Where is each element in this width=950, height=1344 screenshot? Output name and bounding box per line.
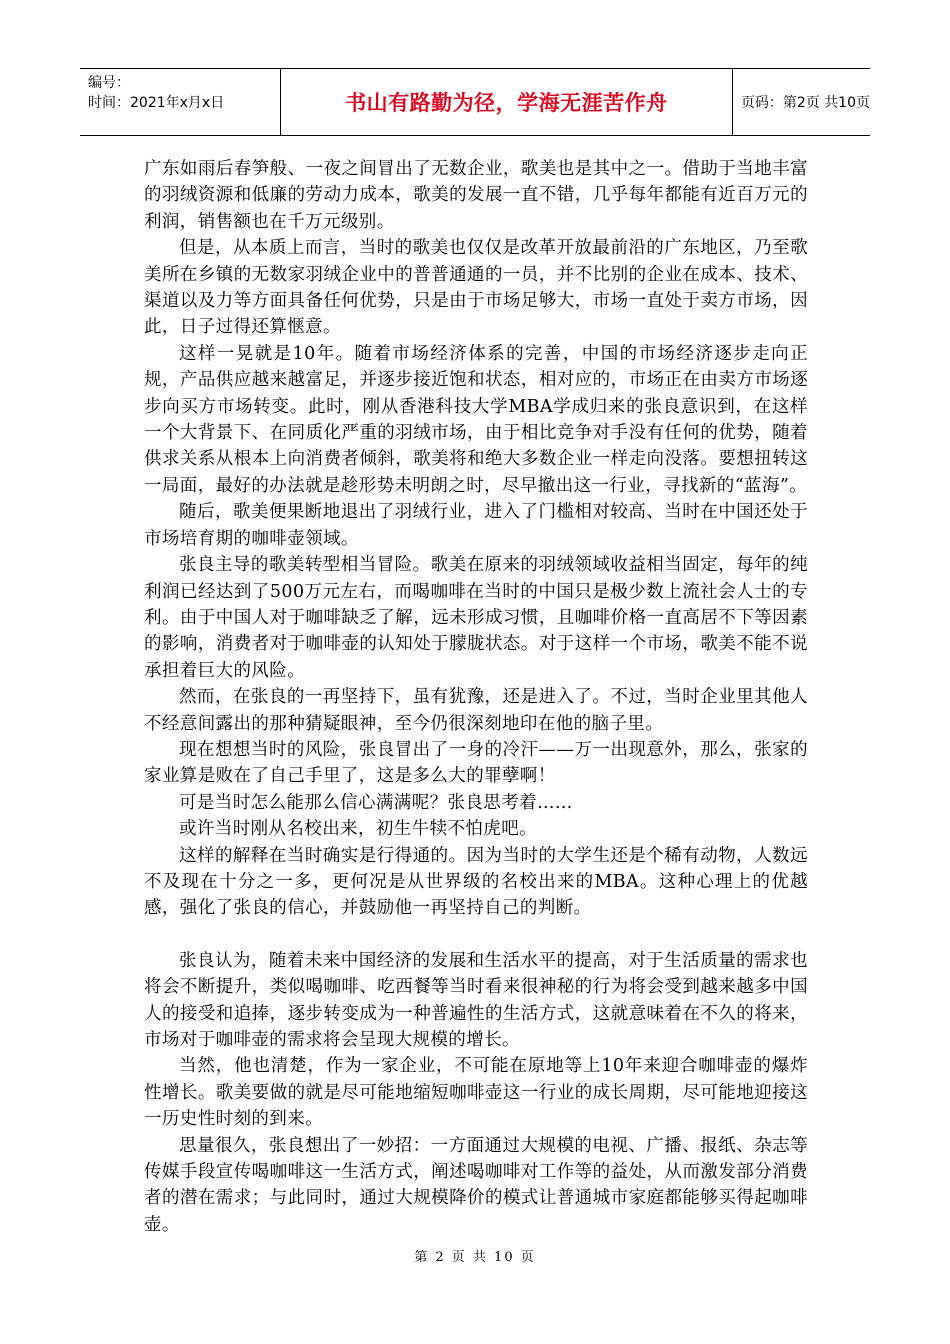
paragraph: 然而，在张良的一再坚持下，虽有犹豫，还是进入了。不过，当时企业里其他人不经意间露出的那种猜疑眼神，至今仍很深刻地印在他的脑子里。: [144, 687, 808, 734]
header-meta: [80, 69, 281, 135]
paragraph: 这样一晃就是10年。随着市场经济体系的完善，中国的市场经济逐步走向正规，产品供应越来越富足，并逐步接近饱和状态，相对应的，市场正在由卖方市场逐步向买方市场转变。此时，刚从香港科技大学MBA学成归来的张良意识到，在这样一个大背景下、在同质化严重的羽绒市场，由于相比竞争对手没有任何的优势，随着供求关系从根本上向消费者倾斜，歌美将和绝大多数企业一样走向没落。要想扭转这一局面，最好的办法就是趁形势未明朗之时，尽早撤出这一行业，寻找新的“蓝海”。: [144, 343, 808, 496]
paragraph: 张良主导的歌美转型相当冒险。歌美在原来的羽绒领域收益相当固定，每年的纯利润已经达到了500万元左右，而喝咖啡在当时的中国只是极少数上流社会人士的专利。由于中国人对于咖啡缺乏了解，远未形成习惯，且咖啡价格一直高居不下等因素的影响，消费者对于咖啡壶的认知处于朦胧状态。对于这样一个市场，歌美不能不说承担着巨大的风险。: [144, 555, 808, 681]
document-number-label: 编号：: [88, 75, 130, 91]
header-motto: 书山有路勤为径，学海无涯苦作舟: [281, 69, 733, 135]
paragraph: 但是，从本质上而言，当时的歌美也仅仅是改革开放最前沿的广东地区，乃至歌美所在乡镇的无数家羽绒企业中的普普通通的一员，并不比别的企业在成本、技术、渠道以及力等方面具备任何优势，只是由于市场足够大，市场一直处于卖方市场，因此，日子过得还算惬意。: [144, 238, 808, 338]
paragraph: 或许当时刚从名校出来，初生牛犊不怕虎吧。: [179, 819, 537, 840]
paragraph: 思量很久，张良想出了一妙招：一方面通过大规模的电视、广播、报纸、杂志等传媒手段宣传喝咖啡这一生活方式，阐述喝咖啡对工作等的益处，从而激发部分消费者的潜在需求；与此同时，通过大规模降价的模式让普通城市家庭都能够买得起咖啡壶。: [144, 1135, 808, 1235]
page-header: [80, 68, 870, 136]
paragraph: 这样的解释在当时确实是行得通的。因为当时的大学生还是个稀有动物，人数远不及现在十分之一多，更何况是从世界级的名校出来的MBA。这种心理上的优越感，强化了张良的信心，并鼓励他一再坚持自己的判断。: [144, 845, 808, 919]
paragraph: 广东如雨后春笋般、一夜之间冒出了无数企业，歌美也是其中之一。借助于当地丰富的羽绒资源和低廉的劳动力成本，歌美的发展一直不错，几乎每年都能有近百万元的利润，销售额也在千万元级别。: [144, 159, 808, 232]
paragraph: 随后，歌美便果断地退出了羽绒行业，进入了门槛相对较高、当时在中国还处于市场培育期的咖啡壶领域。: [144, 502, 808, 549]
paragraph: 现在想想当时的风险，张良冒出了一身的冷汗——万一出现意外，那么，张家的家业算是败在了自己手里了，这是多么大的罪孽啊！: [144, 739, 808, 787]
document-date-label: 时间：2021年x月x日: [88, 95, 225, 111]
page-footer: 第 2 页 共 10 页: [414, 1250, 536, 1265]
header-page-info: 页码：第2页 共10页: [740, 95, 870, 111]
paragraph: 张良认为，随着未来中国经济的发展和生活水平的提高，对于生活质量的需求也将会不断提升，类似喝咖啡、吃西餐等当时看来很神秘的行为将会受到越来越多中国人的接受和追捧，逐步转变成为一种普遍性的生活方式，这就意味着在不久的将来，市场对于咖啡壶的需求将会呈现大规模的增长。: [144, 950, 808, 1050]
paragraph: 当然，他也清楚，作为一家企业，不可能在原地等上10年来迎合咖啡壶的爆炸性增长。歌美要做的就是尽可能地缩短咖啡壶这一行业的成长周期，尽可能地迎接这一历史性时刻的到来。: [144, 1056, 808, 1130]
paragraph: 可是当时怎么能那么信心满满呢？张良思考着……: [179, 792, 573, 813]
document-body: [144, 156, 808, 1238]
